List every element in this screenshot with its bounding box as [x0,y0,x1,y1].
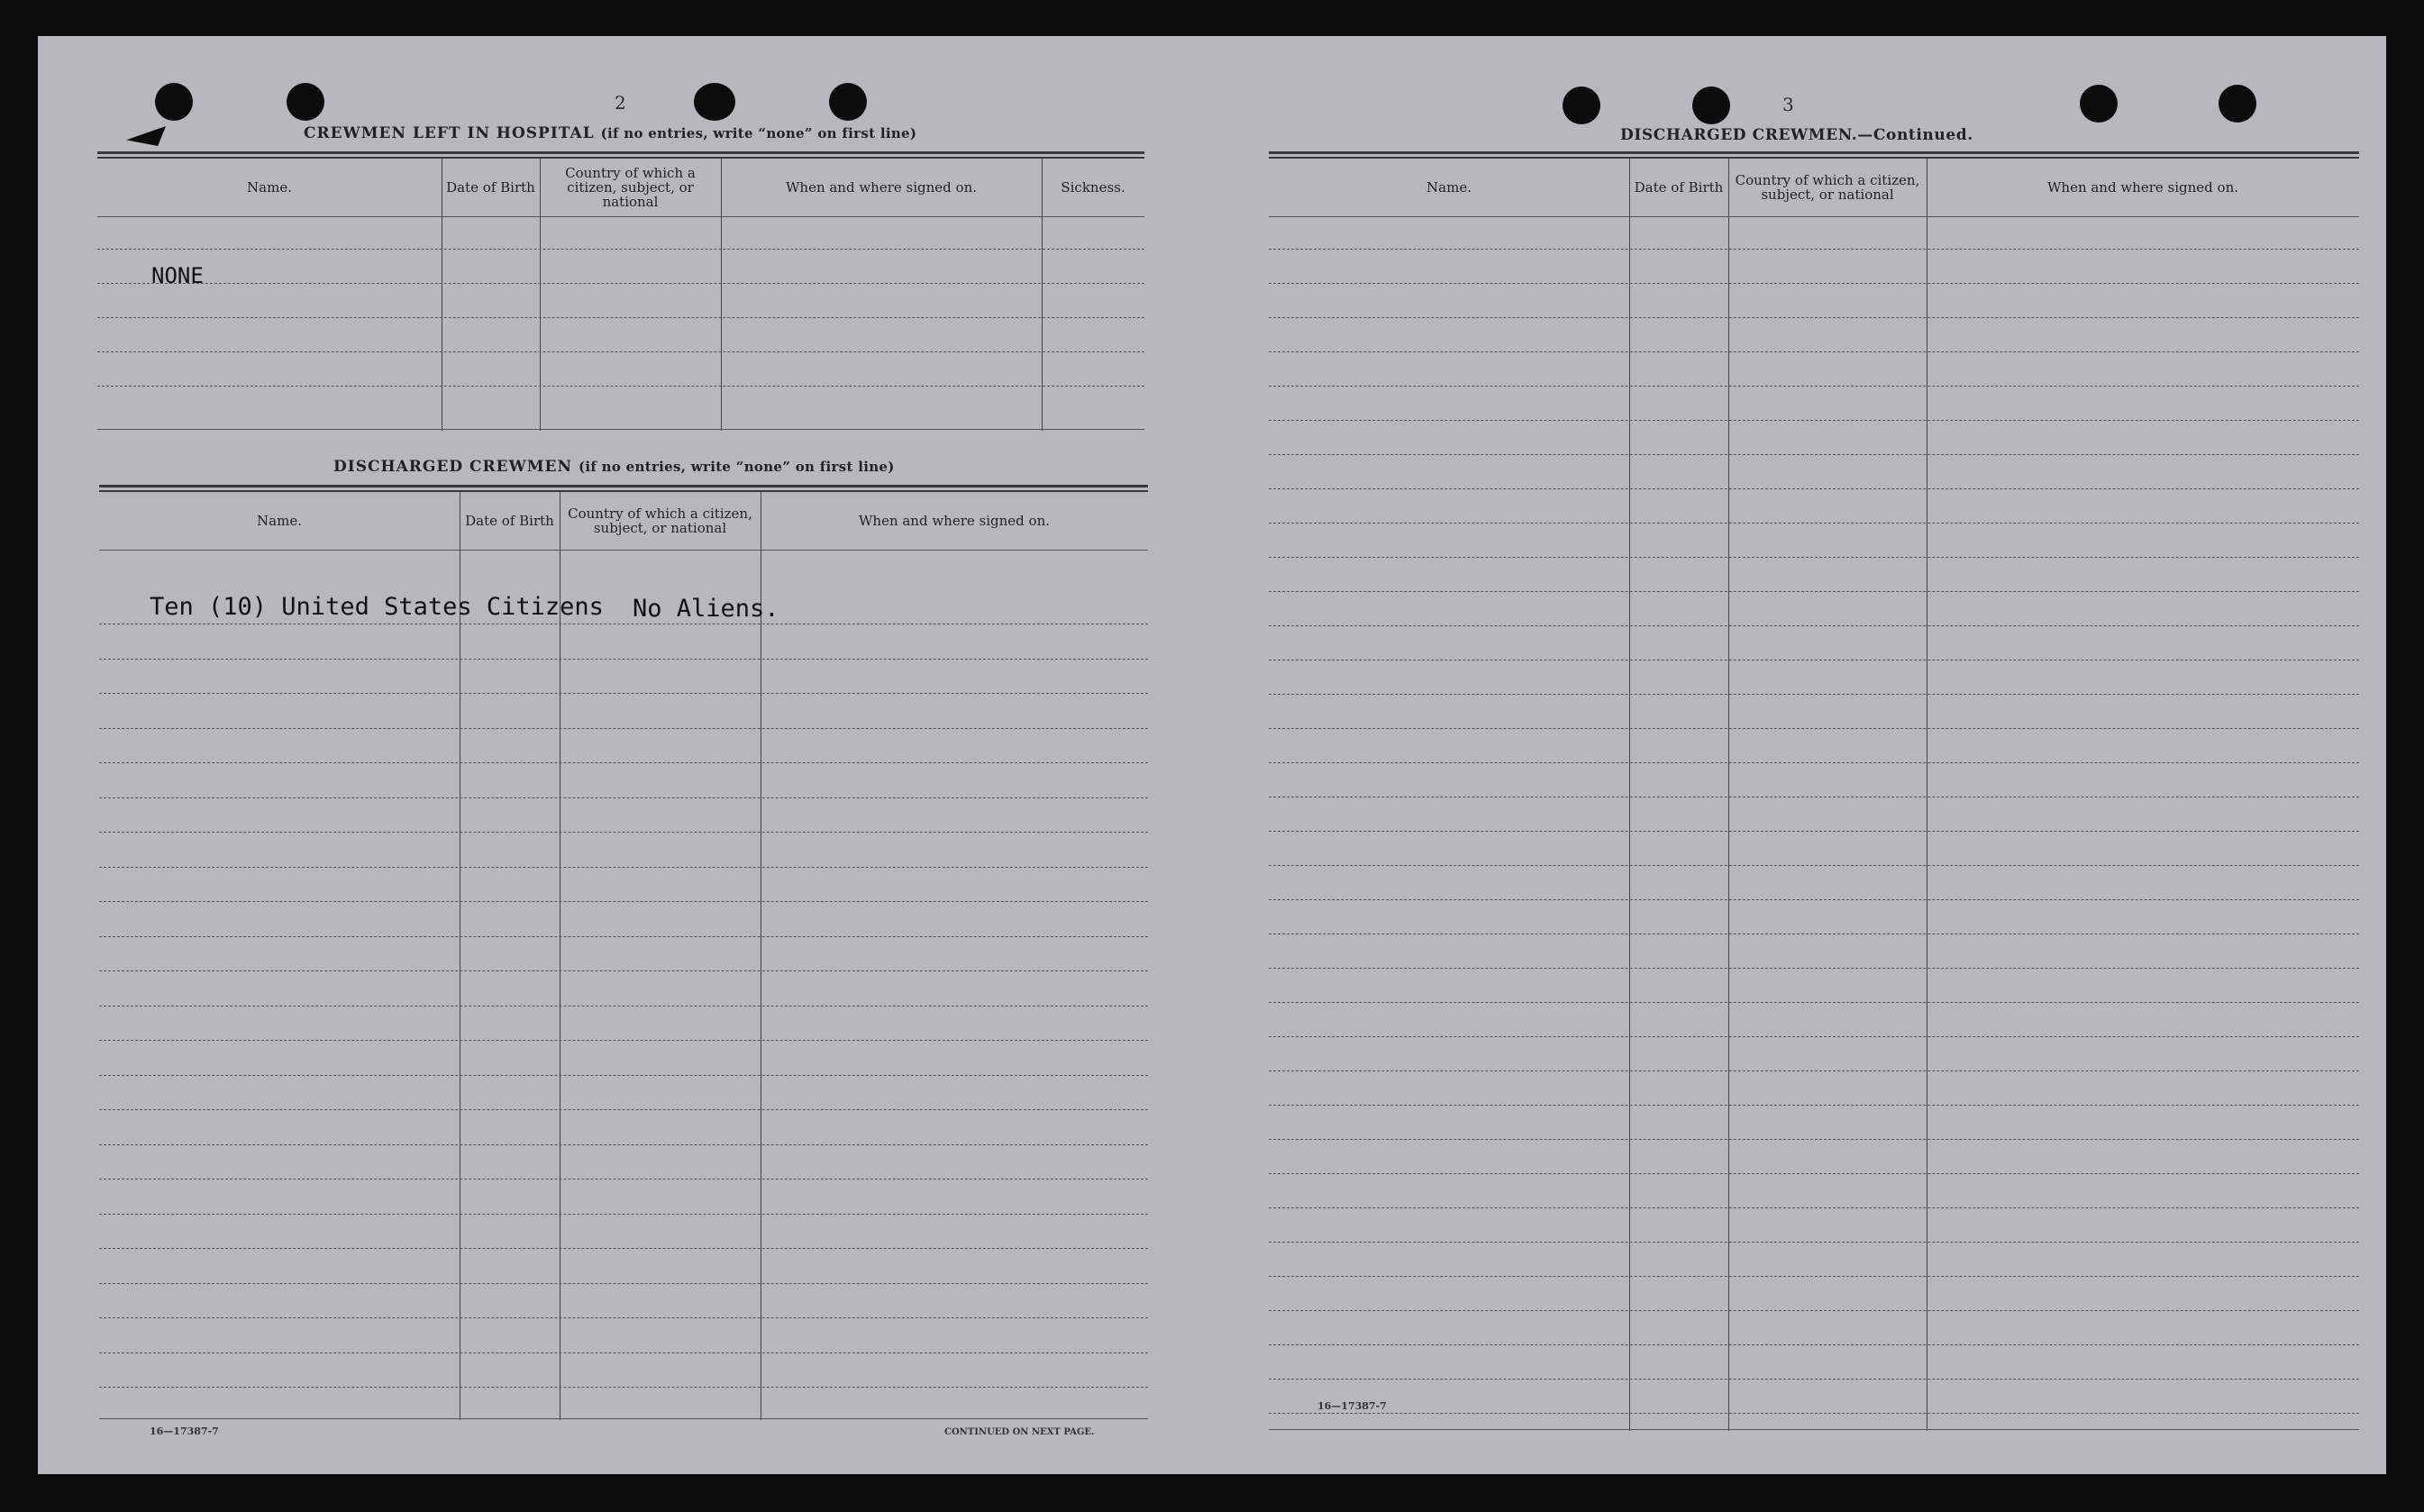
discharged-table-right [1269,151,2359,1433]
ruled-line [1269,591,2359,592]
col-header-signed-on: When and where signed on. [2046,179,2238,196]
ruled-line [1269,1413,2359,1414]
ruled-line [99,1387,1148,1388]
ruled-line [1269,557,2359,558]
ruled-line [1269,968,2359,969]
discharged-table-left [99,485,1148,1422]
col-header-date-of-birth: Date of Birth [465,513,554,529]
col-header-country: Country of which a citizen, subject, or national [1735,172,1920,203]
col-header-name: Name. [247,179,292,196]
ruled-line [1269,1344,2359,1345]
punch-hole [1563,87,1600,124]
col-header-signed-on: When and where signed on. [785,179,977,196]
ruled-line [99,1040,1148,1041]
ruled-line [1269,831,2359,832]
ruled-line [1269,1276,2359,1277]
page-number-left: 2 [615,92,626,114]
ruled-line [1269,1139,2359,1140]
ruled-line [1269,899,2359,900]
ruled-line [1269,762,2359,763]
ruled-line [99,1248,1148,1249]
ruled-line [1269,1242,2359,1243]
ruled-line [1269,694,2359,695]
ruled-line [1269,317,2359,318]
punch-hole [694,83,735,121]
discharged-entry-citizens: Ten (10) United States Citizens [150,593,604,621]
ruled-line [1269,488,2359,489]
discharged-continued-title: DISCHARGED CREWMEN.—Continued. [1620,126,1973,144]
ruled-line [1269,386,2359,387]
ruled-line [99,693,1148,694]
ruled-line [99,1179,1148,1180]
ruled-line [1269,1310,2359,1311]
ruled-line [99,1214,1148,1215]
discharged-section-title [333,458,895,476]
hospital-table [97,151,1144,433]
ruled-line [1269,1070,2359,1071]
ruled-line [99,797,1148,798]
hospital-title-text: CREWMEN LEFT IN HOSPITAL [304,124,595,142]
col-header-date-of-birth: Date of Birth [446,179,535,196]
col-header-name: Name. [1426,179,1472,196]
ruled-line [99,1144,1148,1145]
hospital-entry-none: NONE [151,263,204,288]
continued-on-next-page: CONTINUED ON NEXT PAGE. [944,1427,1095,1437]
page-number-right: 3 [1782,94,1794,115]
col-header-country: Country of which a citizen, subject, or national [565,165,696,210]
punch-hole [2219,85,2256,123]
ruled-line [99,659,1148,660]
ruled-line [99,936,1148,937]
ruled-line [99,762,1148,763]
ruled-line [1269,728,2359,729]
hospital-instruction: (if no entries, write “none” on first line) [600,125,917,141]
ruled-line [99,1283,1148,1284]
col-header-date-of-birth: Date of Birth [1634,179,1724,196]
torn-corner [126,126,166,146]
col-header-sickness: Sickness. [1061,179,1125,196]
discharged-entry-aliens: No Aliens. [633,595,779,623]
ruled-line [99,970,1148,971]
form-number-right: 16—17387-7 [1317,1400,1387,1412]
discharged-title-text: DISCHARGED CREWMEN [333,458,573,476]
ruled-line [1269,1379,2359,1380]
ruled-line [1269,351,2359,352]
ruled-line [1269,523,2359,524]
table-bottom-rule [1269,1429,2359,1430]
ruled-line [99,728,1148,729]
ruled-line [1269,249,2359,250]
ruled-line [1269,1207,2359,1208]
col-header-country: Country of which a citizen, subject, or national [568,506,752,536]
table-bottom-rule [99,1418,1148,1419]
ruled-line [1269,1105,2359,1106]
col-header-name: Name. [257,513,302,529]
ruled-line [99,832,1148,833]
ruled-line [99,1109,1148,1110]
punch-hole [155,83,193,121]
form-number-left: 16—17387-7 [150,1425,219,1437]
discharged-instruction: (if no entries, write “none” on first line) [578,459,895,475]
punch-hole [829,83,867,121]
ruled-line [1269,1036,2359,1037]
punch-hole [2080,85,2118,123]
ruled-line [1269,1173,2359,1174]
ruled-line [99,901,1148,902]
ruled-line [1269,420,2359,421]
ruled-line [99,867,1148,868]
ruled-line [1269,454,2359,455]
ruled-line [1269,625,2359,626]
ruled-line [1269,1002,2359,1003]
col-header-signed-on: When and where signed on. [858,513,1050,529]
hospital-section-title [304,124,916,142]
ruled-line [99,1317,1148,1318]
punch-hole [287,83,324,121]
punch-hole [1692,87,1730,124]
scanned-document [38,36,2386,1474]
ruled-line [99,1075,1148,1076]
ruled-line [1269,283,2359,284]
ruled-line [1269,865,2359,866]
